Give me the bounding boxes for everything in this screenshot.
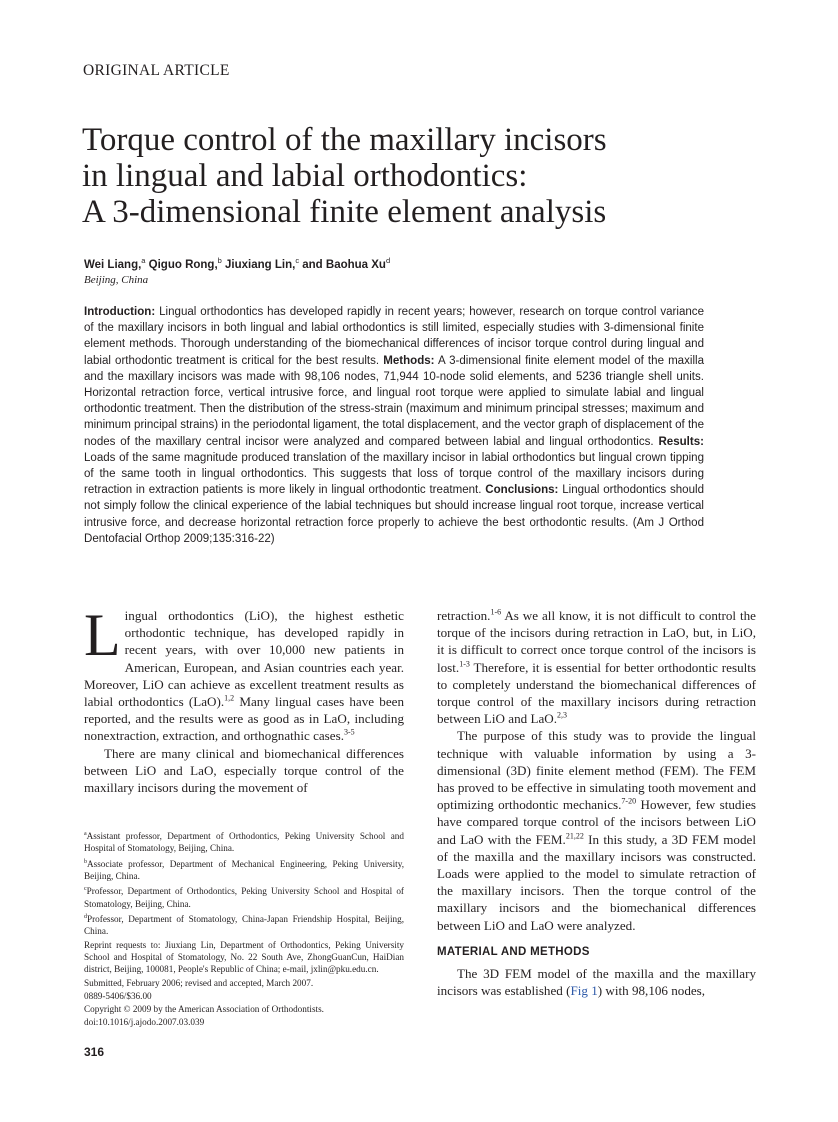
footnote-text: Associate professor, Department of Mechanical Engineering, Peking University, Beijing, China. (84, 858, 404, 882)
page-number: 316 (84, 1045, 105, 1059)
abstract-conclusions-label: Conclusions: (485, 484, 559, 497)
body-paragraph (437, 727, 756, 933)
body-paragraph (84, 602, 404, 745)
author-name: Jiuxiang Lin, (221, 258, 296, 271)
body-text: The purpose of this study was to provide the lingual technique with valuable information by using a 3-dimensional (3D) finite element method (FEM). The FEM has proved to be effective in simulating tooth movement and optimizing orthodontic mechanics. (437, 728, 756, 813)
author-affiliation-mark: b (217, 256, 222, 265)
body-text: Therefore, it is essential for better orthodontic results to completely understand the biomechanical differences of torque control of the maxillary incisors during retraction between LiO and LaO. (437, 659, 756, 727)
submission-dates: Submitted, February 2006; revised and accepted, March 2007. (84, 977, 314, 988)
footnote-mark: b (84, 858, 87, 865)
abstract-conclusions-text: Lingual orthodontics should not simply follow the clinical experience of the labial techniques but should increase lingual root torque, increase vertical intrusive force, and decrease horizontal retraction force properly to achieve the best orthodontic results. (Am J Orthod Dentofacial Orthop 2009;135:316-22) (84, 484, 704, 545)
body-paragraph (437, 965, 756, 999)
author-affiliation-mark: d (385, 256, 391, 265)
abstract-intro-label: Introduction: (84, 306, 156, 318)
footnote (84, 883, 404, 910)
citation-ref: 7-20 (621, 796, 637, 806)
copyright: Copyright © 2009 by the American Association of Orthodontists. (84, 1004, 324, 1015)
section-heading: MATERIAL AND METHODS (437, 945, 590, 958)
reprint-request: Reprint requests to: Jiuxiang Lin, Department of Orthodontics, Peking University School and Hospital of Stomatology, No. 22 South Ave, ZhongGuanCun, HaiDian district, Beijing, 100081, People's Republic of China; e-mail, jxlin@pku.edu.cn. (84, 939, 404, 975)
footnote-mark: a (84, 831, 87, 837)
footnote (84, 911, 404, 938)
body-text: The 3D FEM model of the maxilla and the maxillary incisors was established ( (437, 966, 756, 999)
article-title (82, 122, 782, 230)
author-affiliation-mark: c (295, 256, 300, 265)
footnotes (84, 828, 404, 1030)
footnote (84, 828, 404, 855)
drop-cap: L (84, 602, 121, 668)
abstract-intro-text: Lingual orthodontics has developed rapidly in recent years; however, research on torque control variance of the maxillary incisors in both lingual and labial orthodontics is still limited, especially studies with 3-dimensional finite element methods. Thorough understanding of the biomechanical differences of incisor torque control during lingual and labial orthodontic treatment is critical for the best results. (84, 306, 704, 367)
abstract-methods-label: Methods: (383, 354, 435, 367)
body-column-left (84, 602, 404, 796)
citation-ref: 2,3 (556, 710, 567, 720)
figure-link[interactable]: Fig 1 (570, 983, 598, 999)
author-name: Wei Liang, (84, 258, 142, 271)
footnote-text: Assistant professor, Department of Orthodontics, Peking University School and Hospital of Stomatology, Beijing, China. (84, 831, 404, 854)
title-line-1: Torque control of the maxillary incisors (82, 122, 607, 158)
body-text: ingual orthodontics (LiO), the highest esthetic orthodontic technique, has developed rapidly in recent years, with over 10,000 new patients in American, European, and Asian countries each year. Moreover, LiO can achieve as excellent treatment results as labial orthodontics (LaO). (84, 608, 404, 710)
abstract-methods-text: A 3-dimensional finite element model of the maxilla and the maxillary incisors was made with 98,106 nodes, 71,944 10-node solid elements, and 5236 triangle shell units. Horizontal retraction force, vertical intrusive force, and lingual root torque were applied to simulate labial and lingual orthodontic treatment. Then the distribution of the stress-strain (maximum and minimum principal stresses; maximum and minimum principal strains) in the periodontal ligament, the total displacement, and the vector graph of displacement of the nodes of the maxillary central incisor were analyzed and compared between labial and lingual orthodontics. (84, 354, 705, 448)
citation-ref: 1-3 (459, 659, 470, 669)
citation-ref: 1,2 (224, 693, 235, 703)
footnote (84, 856, 404, 883)
abstract (84, 304, 704, 547)
doi: doi:10.1016/j.ajodo.2007.03.039 (84, 1017, 205, 1028)
body-text: In this study, a 3D FEM model of the maxilla and the maxillary incisors was constructed. Loads were applied to the model to simulate retraction of the maxillary incisors. Then the torque control of the maxillary incisors and the biomechanical differences between LiO and LaO were analyzed. (437, 831, 756, 933)
author-name: and Baohua Xu (299, 258, 386, 271)
footnote-mark: d (84, 913, 87, 920)
citation-ref: 21,22 (565, 831, 584, 841)
abstract-results-text: Loads of the same magnitude produced translation of the maxillary incisor in labial orthodontics but lingual crown tipping of the same tooth in lingual orthodontics. This suggests that loss of torque control of the maxillary incisors during retraction in extraction patients is more likely in lingual orthodontic treatment. (84, 451, 704, 497)
body-text: retraction. (437, 608, 491, 623)
author-list (84, 256, 390, 271)
citation-ref: 1-6 (490, 607, 502, 617)
issn: 0889-5406/$36.00 (84, 990, 152, 1001)
body-text: Many lingual cases have been reported, and the results were as good as in LaO, including nonextraction, extraction, and orthognathic cases. (84, 694, 404, 744)
title-line-2: in lingual and labial orthodontics: (82, 158, 528, 194)
body-text: However, few studies have compared torque control of the incisors between LiO and LaO with the FEM. (437, 797, 756, 847)
footnote-text: Professor, Department of Stomatology, China-Japan Friendship Hospital, Beijing, China. (84, 914, 404, 937)
title-line-3: A 3-dimensional finite element analysis (82, 194, 607, 230)
section-label: ORIGINAL ARTICLE (83, 62, 230, 79)
footnote-mark: c (84, 886, 87, 893)
body-paragraph: There are many clinical and biomechanical differences between LiO and LaO, especially torque control of the maxillary incisors during the movement of (84, 745, 404, 796)
author-affiliation-mark: a (141, 256, 146, 265)
author-location: Beijing, China (84, 274, 149, 286)
abstract-results-label: Results: (658, 435, 704, 448)
citation-ref: 3-5 (343, 728, 355, 738)
author-name: Qiguo Rong, (145, 258, 218, 271)
body-text: ) with 98,106 nodes, (597, 983, 706, 999)
footnote-text: Professor, Department of Orthodontics, Peking University School and Hospital of Stomatology, Beijing, China. (84, 886, 404, 909)
body-paragraph (437, 607, 756, 727)
body-text: As we all know, it is not difficult to control the torque of the incisors during retraction in LaO, but, in LiO, it is difficult to correct once torque control of the incisors is lost. (437, 608, 756, 675)
body-column-right (437, 607, 756, 999)
